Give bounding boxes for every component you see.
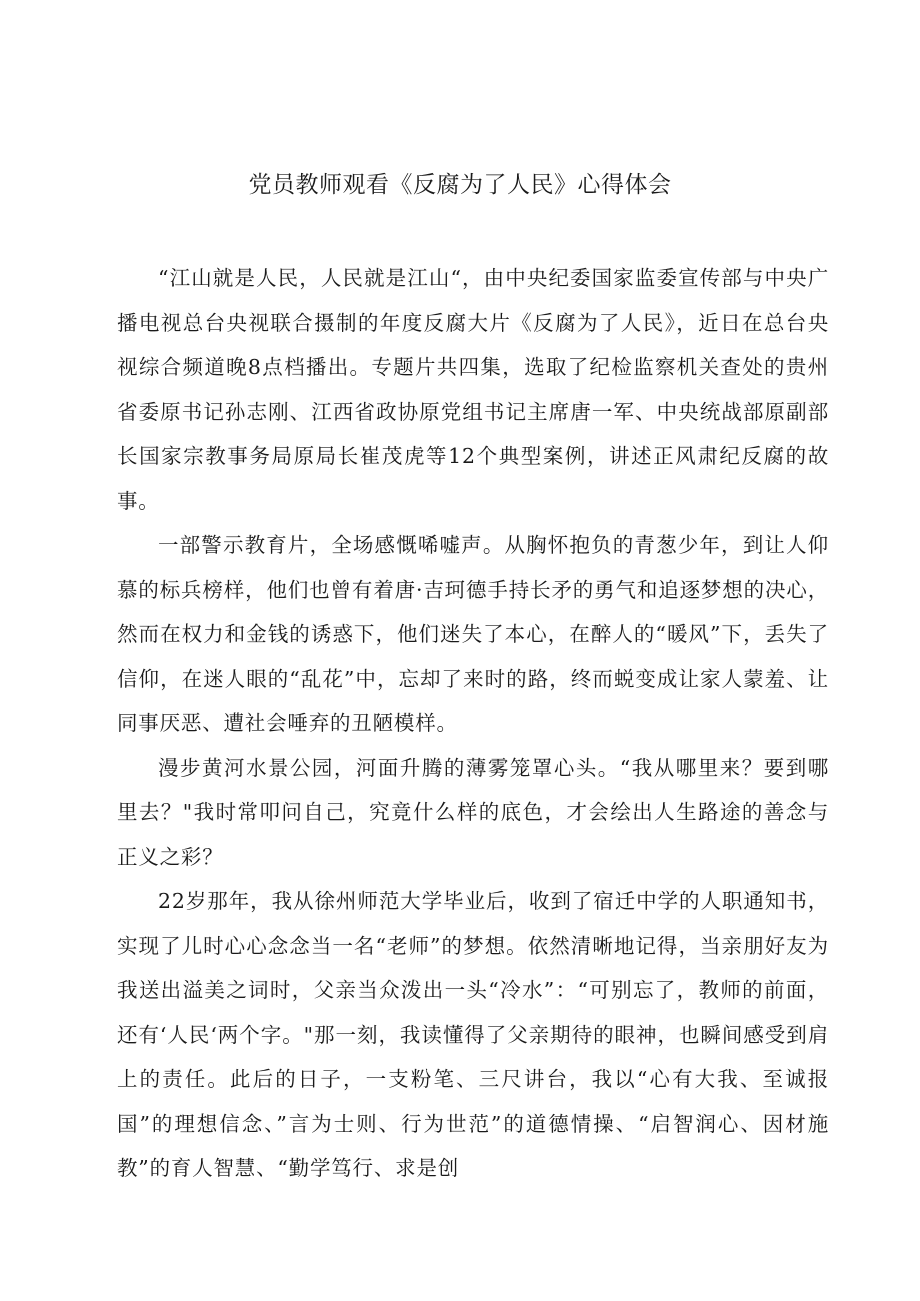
document-title: 党员教师观看《反腐为了人民》心得体会 [248, 172, 672, 198]
paragraph-2: 一部警示教育片，全场感慨唏嘘声。从胸怀抱负的青葱少年，到让人仰慕的标兵榜样，他们也曾有着唐·吉珂德手持长矛的勇气和追逐梦想的决心，然而在权力和金钱的诱惑下，他们迷失了本心，在醉人的“暖风”下，丢失了信仰，在迷人眼的“乱花”中，忘却了来时的路，终而蜕变成让家人蒙羞、让同事厌恶、遭社会唾弃的丑陋模样。 [117, 533, 829, 735]
paragraph-4: 22岁那年，我从徐州师范大学毕业后，收到了宿迁中学的人职通知书，实现了儿时心心念念当一名“老师”的梦想。依然清晰地记得，当亲朋好友为我送出溢美之词时，父亲当众泼出一头“冷水”：“可别忘了，教师的前面，还有‘人民‘两个字。"那一刻，我读懂得了父亲期待的眼神，也瞬间感受到肩上的责任。此后的日子，一支粉笔、三尺讲台，我以“心有大我、至诚报国”的理想信念、”言为士则、行为世范”的道德情操、“启智润心、因材施教”的育人智慧、“勤学笃行、求是创 [117, 889, 829, 1180]
document-body [117, 256, 829, 1191]
paragraph-1: “江山就是人民，人民就是江山“，由中央纪委国家监委宣传部与中央广播电视总台央视联合摄制的年度反腐大片《反腐为了人民》，近日在总台央视综合频道晚8点档播出。专题片共四集，选取了纪检监察机关查处的贵州省委原书记孙志刚、江西省政协原党组书记主席唐一军、中央统战部原副部长国家宗教事务局原局长崔茂虎等12个典型案例，讲述正风肃纪反腐的故事。 [117, 266, 829, 513]
paragraph-3: 漫步黄河水景公园，河面升腾的薄雾笼罩心头。“我从哪里来？要到哪里去？"我时常叩问自己，究竟什么样的底色，才会绘出人生路途的善念与正义之彩？ [117, 755, 829, 869]
